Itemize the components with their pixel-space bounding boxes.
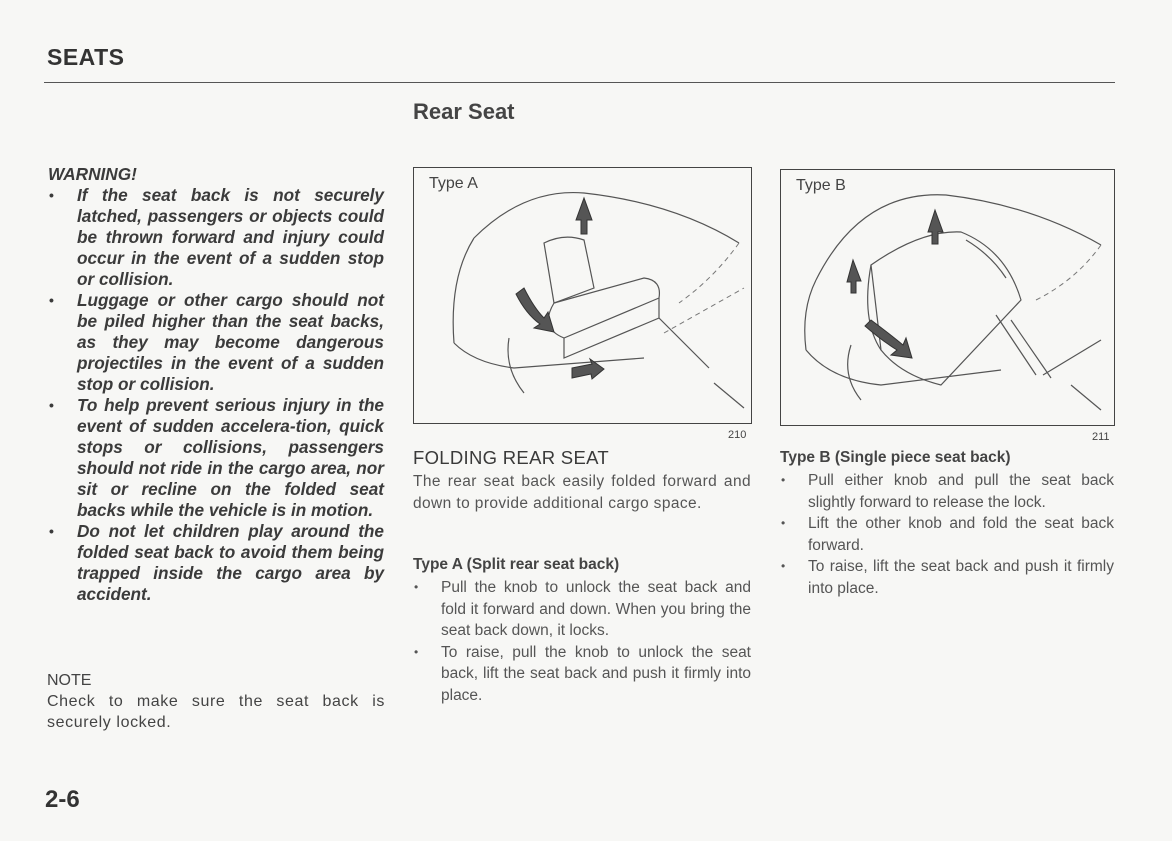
list-item: • Pull the knob to unlock the seat back and fold it forward and down. When you bring the seat back down, it locks. <box>413 577 751 642</box>
figure-label: Type B <box>796 177 846 194</box>
figure-number: 210 <box>728 429 747 441</box>
note-body: Check to make sure the seat back is securely locked. <box>47 693 385 731</box>
seat-illustration-type-b <box>781 170 1114 425</box>
up-arrow-icon <box>576 198 592 234</box>
warning-item: • Luggage or other cargo should not be piled higher than the seat backs, as they may become dangerous projectiles in the event of a sudden stop or collision. <box>48 290 384 395</box>
type-a-heading: Type A (Split rear seat back) <box>413 556 620 573</box>
warning-item: • If the seat back is not securely latched, passengers or objects could be thrown forward and injury could occur in the event of a sudden stop or collision. <box>48 185 384 290</box>
figure-type-a <box>413 167 752 424</box>
warning-title: WARNING! <box>48 164 137 184</box>
type-b-steps <box>780 470 1114 600</box>
warning-list <box>48 185 384 605</box>
figure-type-b <box>780 169 1115 426</box>
type-b-heading: Type B (Single piece seat back) <box>780 449 1011 466</box>
folding-heading: FOLDING REAR SEAT <box>413 447 609 468</box>
warning-item: • Do not let children play around the folded seat back to avoid them being trapped inside the cargo area by accident. <box>48 521 384 605</box>
figure-number: 211 <box>1092 431 1110 443</box>
figure-label: Type A <box>429 175 478 192</box>
warning-item: • To help prevent serious injury in the event of sudden accelera-tion, quick stops or collisions, passengers should not ride in the cargo area, nor sit or recline on the folded seat backs while the vehicle is in motion. <box>48 395 384 521</box>
seat-illustration-type-a <box>414 168 751 423</box>
list-item: • To raise, lift the seat back and push it firmly into place. <box>780 556 1114 599</box>
type-a-steps <box>413 577 751 707</box>
up-arrow-icon <box>928 210 943 244</box>
up-arrow-icon <box>847 260 861 293</box>
fold-arrow-icon <box>865 320 912 358</box>
page-heading: Rear Seat <box>413 99 515 124</box>
list-item: • Pull either knob and pull the seat back slightly forward to release the lock. <box>780 470 1114 513</box>
note-title: NOTE <box>47 672 92 689</box>
list-item: • Lift the other knob and fold the seat back forward. <box>780 513 1114 556</box>
list-item: • To raise, pull the knob to unlock the seat back, lift the seat back and push it firmly into place. <box>413 642 751 707</box>
folding-body: The rear seat back easily folded forward and down to provide additional cargo space. <box>413 473 751 512</box>
fold-arrow-icon <box>516 288 554 332</box>
page-number: 2-6 <box>45 786 80 813</box>
section-title: SEATS <box>47 44 125 70</box>
header-rule <box>44 82 1115 83</box>
warning-box <box>48 164 384 605</box>
note-box <box>47 670 385 733</box>
